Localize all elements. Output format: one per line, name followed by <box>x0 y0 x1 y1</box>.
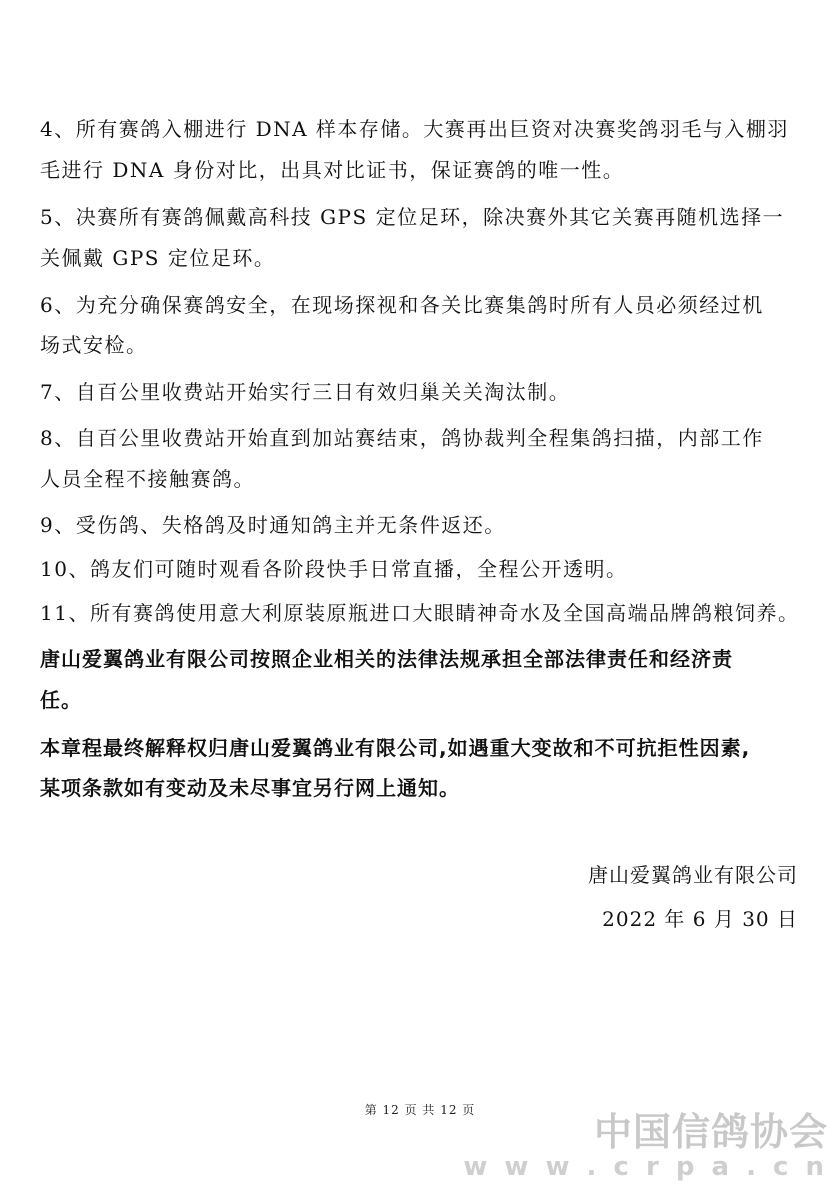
interpretation-statement-line-2: 某项条款如有变动及未尽事宜另行网上通知。 <box>40 776 460 800</box>
rule-8-line-1: 8、自百公里收费站开始直到加站赛结束，鸽协裁判全程集鸽扫描，内部工作 <box>40 426 764 450</box>
page-footer: 第 12 页 共 12 页 <box>364 1103 476 1117</box>
signature-date: 2022 年 6 月 30 日 <box>602 907 798 931</box>
rule-6-line-1: 6、为充分确保赛鸽安全，在现场探视和各关比赛集鸽时所有人员必须经过机 <box>40 293 764 317</box>
rule-6-line-2: 场式安检。 <box>40 333 148 357</box>
rule-11-line-1: 11、所有赛鸽使用意大利原装原瓶进口大眼睛神奇水及全国高端品牌鸽粮饲养。 <box>40 601 800 625</box>
rule-5-line-2: 关佩戴 GPS 定位足环。 <box>40 246 276 270</box>
rule-4-line-1: 4、所有赛鸽入棚进行 DNA 样本存储。大赛再出巨资对决赛奖鸽羽毛与入棚羽 <box>40 117 789 141</box>
interpretation-statement-line-1: 本章程最终解释权归唐山爱翼鸽业有限公司,如遇重大变故和不可抗拒性因素, <box>40 736 751 760</box>
signature-company: 唐山爱翼鸽业有限公司 <box>588 863 798 887</box>
liability-statement-line-1: 唐山爱翼鸽业有限公司按照企业相关的法律法规承担全部法律责任和经济责 <box>40 647 733 671</box>
rule-8-line-2: 人员全程不接触赛鸽。 <box>40 467 255 491</box>
liability-statement-line-2: 任。 <box>40 688 82 712</box>
rule-10-line-1: 10、鸽友们可随时观看各阶段快手日常直播，全程公开透明。 <box>40 557 628 581</box>
rule-4-line-2: 毛进行 DNA 身份对比，出具对比证书，保证赛鸽的唯一性。 <box>40 158 625 182</box>
watermark-url: w w w . c r p a . c n <box>463 1152 828 1182</box>
watermark-logo-text: 中国信鸽协会 <box>593 1110 828 1154</box>
rule-7-line-1: 7、自百公里收费站开始实行三日有效归巢关关淘汰制。 <box>40 380 571 404</box>
rule-5-line-1: 5、决赛所有赛鸽佩戴高科技 GPS 定位足环，除决赛外其它关赛再随机选择一 <box>40 205 785 229</box>
rule-9-line-1: 9、受伤鸽、失格鸽及时通知鸽主并无条件返还。 <box>40 513 506 537</box>
